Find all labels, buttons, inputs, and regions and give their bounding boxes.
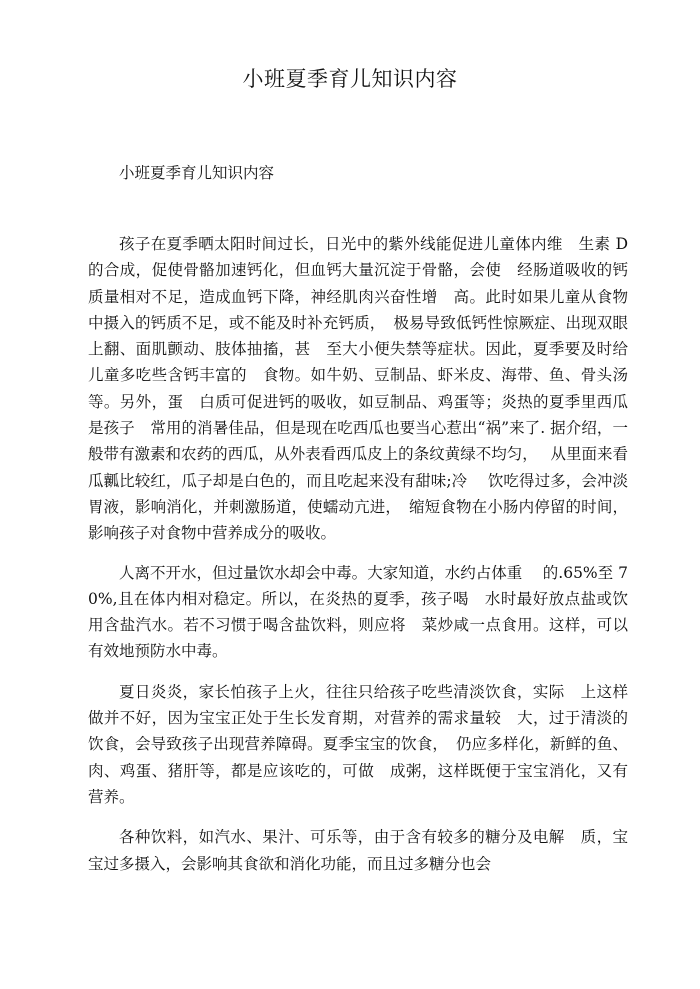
paragraph-water: 人离不开水，但过量饮水却会中毒。大家知道，水约占体重 的.65%至 70%,且在体内相对稳定。所以，在炎热的夏季，孩子喝 水时最好放点盐或饮用含盐汽水。若不习惯于喝含盐饮料，则应将 菜炒咸一点食用。这样，可以有效地预防水中毒。 bbox=[88, 563, 628, 661]
section-heading: 小班夏季育儿知识内容 bbox=[119, 164, 275, 182]
article-body bbox=[88, 231, 628, 891]
page-title: 小班夏季育儿知识内容 bbox=[242, 67, 458, 91]
paragraph-calcium: 孩子在夏季晒太阳时间过长，日光中的紫外线能促进儿童体内维 生素 D 的合成，促使骨骼加速钙化，但血钙大量沉淀于骨骼，会使 经肠道吸收的钙质量相对不足，造成血钙下降，神经肌肉兴奋性增 高。此时如果儿童从食物中摄入的钙质不足，或不能及时补充钙质， 极易导致低钙性惊厥症、出现双眼上翻、面肌颤动、肢体抽搐，甚 至大小便失禁等症状。因此，夏季要及时给儿童多吃些含钙丰富的 食物。如牛奶、豆制品、虾米皮、海带、鱼、骨头汤等。另外，蛋 白质可促进钙的吸收，如豆制品、鸡蛋等；炎热的夏季里西瓜是孩子 常用的消暑佳品，但是现在吃西瓜也要当心惹出“祸”来了. 据介绍，一般带有激素和农药的西瓜，从外表看西瓜皮上的条纹黄绿不均匀， 从里面来看瓜瓤比较红，瓜子却是白色的，而且吃起来没有甜味;冷 饮吃得过多，会冲淡胃液，影响消化，并刺激肠道，使蠕动亢进， 缩短食物在小肠内停留的时间，影响孩子对食物中营养成分的吸收。 bbox=[88, 235, 628, 543]
paragraph-diet: 夏日炎炎，家长怕孩子上火，往往只给孩子吃些清淡饮食，实际 上这样做并不好，因为宝宝正处于生长发育期，对营养的需求量较 大，过于清淡的饮食，会导致孩子出现营养障碍。夏季宝宝的饮食， 仍应多样化，新鲜的鱼、肉、鸡蛋、猪肝等，都是应该吃的，可做 成粥，这样既便于宝宝消化，又有营养。 bbox=[88, 682, 628, 806]
paragraph-drinks: 各种饮料，如汽水、果汁、可乐等，由于含有较多的糖分及电解 质，宝宝过多摄入，会影响其食欲和消化功能，而且过多糖分也会 bbox=[88, 828, 628, 873]
